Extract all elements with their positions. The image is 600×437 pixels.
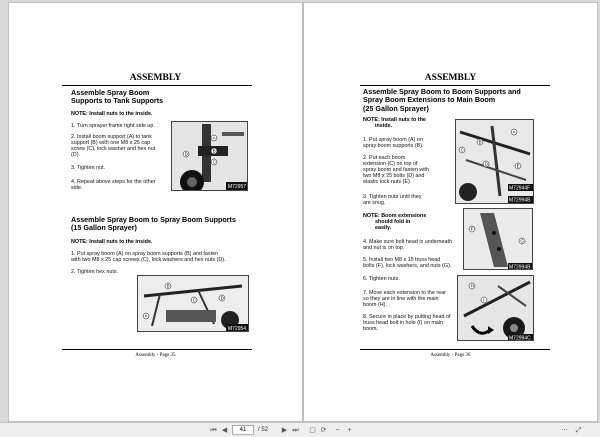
photo-code: M72954: [228, 326, 247, 332]
step-text: support (B) with one M8 x 25 cap: [71, 140, 151, 146]
viewer-toolbar: [0, 422, 600, 437]
page-36: [303, 2, 598, 422]
svg-text:F: F: [470, 226, 474, 232]
photo-boom-extensions: [455, 119, 534, 204]
photo-code: M72994C: [509, 335, 531, 341]
step-text: truss head bolt in hole (I) on main: [363, 320, 444, 326]
step-text: boom (H).: [363, 302, 387, 308]
page-title: ASSEMBLY: [129, 73, 182, 83]
photo-code: M72994B: [509, 264, 531, 270]
step-text: 5. Install two M8 x 15 truss head: [363, 257, 441, 263]
svg-text:B: B: [166, 283, 170, 289]
section-heading: Assemble Spray Boom to Boom Supports and Spray Boom Extensions to Main Boom (25 Gallon Sprayer): [363, 87, 521, 113]
svg-text:A: A: [212, 135, 216, 141]
fit-page-icon[interactable]: ▢: [309, 427, 316, 434]
photo-main-boom: [457, 275, 534, 341]
step-text: so they are in line with the main: [363, 296, 439, 302]
zoom-in-icon[interactable]: +: [347, 427, 352, 434]
svg-text:A: A: [512, 129, 516, 135]
page-number-input[interactable]: 41: [232, 425, 254, 435]
note: NOTE: Boom extensions should fold in easily.: [363, 213, 427, 232]
step-text: screw (C), lock washer and hex nut: [71, 146, 156, 152]
svg-text:E: E: [516, 163, 520, 169]
svg-text:C: C: [192, 297, 196, 303]
svg-text:I: I: [483, 297, 485, 303]
more-options-icon[interactable]: ⋯: [561, 427, 568, 434]
title-rule: [62, 85, 252, 86]
previous-page-icon[interactable]: ◀: [221, 427, 228, 434]
last-page-icon[interactable]: ⏭: [292, 427, 299, 434]
photo-code: M72957: [228, 184, 247, 190]
page-title: ASSEMBLY: [424, 73, 477, 83]
step-text: bolts (F), lock washers, and nuts (G).: [363, 263, 452, 269]
step-text: 2. Tighten hex nuts.: [71, 269, 119, 275]
svg-text:A: A: [144, 313, 148, 319]
step-text: 6. Tighten nuts.: [363, 276, 400, 282]
page-footer: Assembly - Page 35: [135, 353, 176, 358]
step-text: spray boom supports (B).: [363, 143, 424, 149]
step-text: side.: [71, 185, 83, 191]
zoom-out-icon[interactable]: −: [335, 427, 340, 434]
first-page-icon[interactable]: ⏮: [210, 427, 217, 434]
footer-rule: [62, 349, 252, 350]
fullscreen-icon[interactable]: ⤢: [575, 427, 582, 434]
page-footer: Assembly - Page 36: [430, 353, 471, 358]
note: NOTE: Install nuts to the inside.: [71, 239, 153, 245]
step-text: 1. Turn sprayer frame right side up.: [71, 123, 155, 129]
photo-boom-support: [171, 121, 248, 191]
svg-text:H: H: [470, 283, 474, 289]
step-text: 7. Move each extension to the rear: [363, 290, 447, 296]
section-heading: Assemble Spray Boom Supports to Tank Supports: [71, 88, 164, 106]
svg-text:B: B: [478, 139, 482, 145]
photo-code: M72994B: [509, 197, 531, 204]
section-heading: Assemble Spray Boom to Spray Boom Supports (15 Gallon Sprayer): [71, 215, 236, 233]
step-text: 8. Secure in place by putting head of: [363, 314, 451, 320]
step-text: 2. Install boom support (A) to tank: [71, 134, 152, 140]
page-35: [8, 2, 303, 422]
step-text: two M8 x 25 bolts (D) and: [363, 173, 425, 179]
step-text: (D).: [71, 152, 80, 158]
svg-text:C: C: [212, 159, 216, 165]
title-rule: [360, 85, 550, 86]
svg-text:C: C: [460, 147, 464, 153]
step-text: extension (C) on top of: [363, 161, 418, 167]
step-text: and nut is on top.: [363, 245, 405, 251]
step-text: 1. Put spray boom (A) on: [363, 137, 423, 143]
rotate-icon[interactable]: ⟳: [320, 427, 327, 434]
photo-code: M72944F: [509, 185, 531, 192]
step-text: 1. Put spray boom (A) on spray boom supports (B) and fasten: [71, 251, 219, 257]
step-text: 3. Tighten nut.: [71, 165, 106, 171]
photo-truss-bolts: [463, 208, 533, 270]
step-text: 3. Tighten nuts until they: [363, 194, 422, 200]
step-text: boom.: [363, 326, 378, 332]
photo-spray-boom-15gal: [137, 275, 249, 332]
note: NOTE: Install nuts to the inside.: [71, 111, 153, 117]
note: NOTE: Install nuts to the inside.: [363, 117, 426, 130]
step-text: 2. Put each boom: [363, 155, 406, 161]
step-text: 4. Repeat above steps for the other: [71, 179, 156, 185]
svg-text:B: B: [212, 148, 216, 154]
step-text: are snug.: [363, 200, 386, 206]
svg-text:D: D: [184, 151, 188, 157]
footer-rule: [360, 349, 550, 350]
step-text: spray boom and fasten with: [363, 167, 429, 173]
page-total: / 52: [258, 427, 269, 433]
svg-text:D: D: [484, 161, 488, 167]
step-text: 4. Make sure bolt head is underneath: [363, 239, 453, 245]
svg-text:G: G: [520, 238, 524, 244]
step-text: elastic lock nuts (E).: [363, 179, 412, 185]
svg-text:D: D: [220, 295, 224, 301]
next-page-icon[interactable]: ▶: [281, 427, 288, 434]
step-text: with two M8 x 25 cap screws (C), lock washers and hex nuts (D).: [71, 257, 226, 263]
